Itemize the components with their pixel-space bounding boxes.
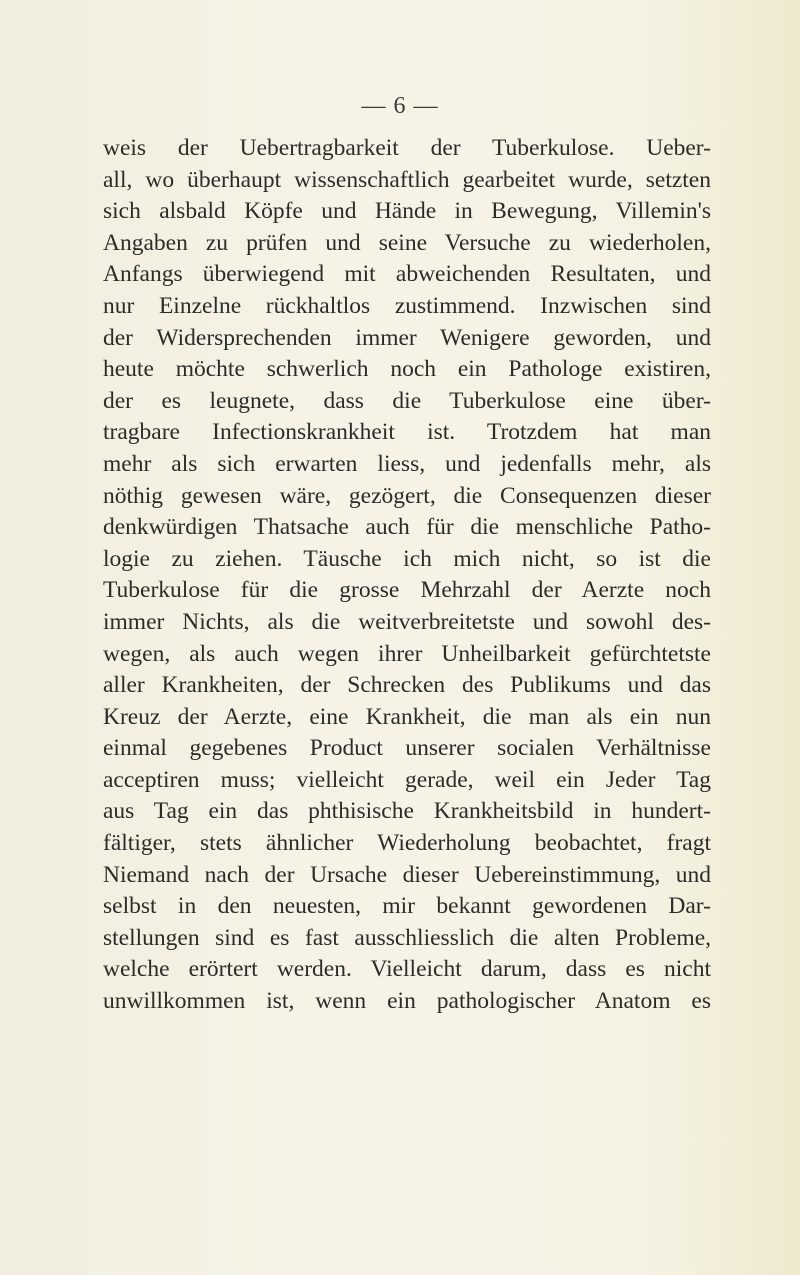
text-line: mehr als sich erwarten liess, und jedenfalls mehr, als xyxy=(103,450,711,477)
text-line: fältiger, stets ähnlicher Wiederholung beobachtet, fragt xyxy=(103,830,711,857)
text-line: aller Krankheiten, der Schrecken des Publikums und das xyxy=(103,672,711,699)
text-line: Angaben zu prüfen und seine Versuche zu wiederholen, xyxy=(103,229,711,256)
page-number: — 6 — xyxy=(361,93,439,119)
text-line: denkwürdigen Thatsache auch für die menschliche Patho- xyxy=(103,514,711,541)
text-line: tragbare Infectionskrankheit ist. Trotzdem hat man xyxy=(103,419,711,446)
text-line: Anfangs überwiegend mit abweichenden Resultaten, und xyxy=(103,261,711,288)
body-text xyxy=(103,133,711,1018)
text-line: einmal gegebenes Product unserer socialen Verhältnisse xyxy=(103,735,711,762)
text-line: Kreuz der Aerzte, eine Krankheit, die man als ein nun xyxy=(103,703,711,730)
text-line: welche erörtert werden. Vielleicht darum, dass es nicht xyxy=(103,956,711,983)
text-line: aus Tag ein das phthisische Krankheitsbild in hundert- xyxy=(103,798,711,825)
text-line: stellungen sind es fast ausschliesslich die alten Probleme, xyxy=(103,924,711,951)
text-line: nöthig gewesen wäre, gezögert, die Consequenzen dieser xyxy=(103,482,711,509)
text-line: Niemand nach der Ursache dieser Uebereinstimmung, und xyxy=(103,861,711,888)
text-line: immer Nichts, als die weitverbreitetste und sowohl des- xyxy=(103,608,711,635)
text-line: der es leugnete, dass die Tuberkulose eine über- xyxy=(103,387,711,414)
text-line: wegen, als auch wegen ihrer Unheilbarkeit gefürchtetste xyxy=(103,640,711,667)
text-line: sich alsbald Köpfe und Hände in Bewegung, Villemin's xyxy=(103,198,711,225)
text-line: logie zu ziehen. Täusche ich mich nicht, so ist die xyxy=(103,545,711,572)
text-line: selbst in den neuesten, mir bekannt gewordenen Dar- xyxy=(103,893,711,920)
text-line: acceptiren muss; vielleicht gerade, weil ein Jeder Tag xyxy=(103,766,711,793)
text-line: nur Einzelne rückhaltlos zustimmend. Inzwischen sind xyxy=(103,292,711,319)
text-line: Tuberkulose für die grosse Mehrzahl der Aerzte noch xyxy=(103,577,711,604)
text-line: unwillkommen ist, wenn ein pathologischer Anatom es xyxy=(103,988,711,1015)
text-line: weis der Uebertragbarkeit der Tuberkulose. Ueber- xyxy=(103,135,711,161)
text-line: der Widersprechenden immer Wenigere geworden, und xyxy=(103,324,711,351)
text-line: all, wo überhaupt wissenschaftlich gearbeitet wurde, setzten xyxy=(103,166,711,193)
text-line: heute möchte schwerlich noch ein Pathologe existiren, xyxy=(103,356,711,383)
